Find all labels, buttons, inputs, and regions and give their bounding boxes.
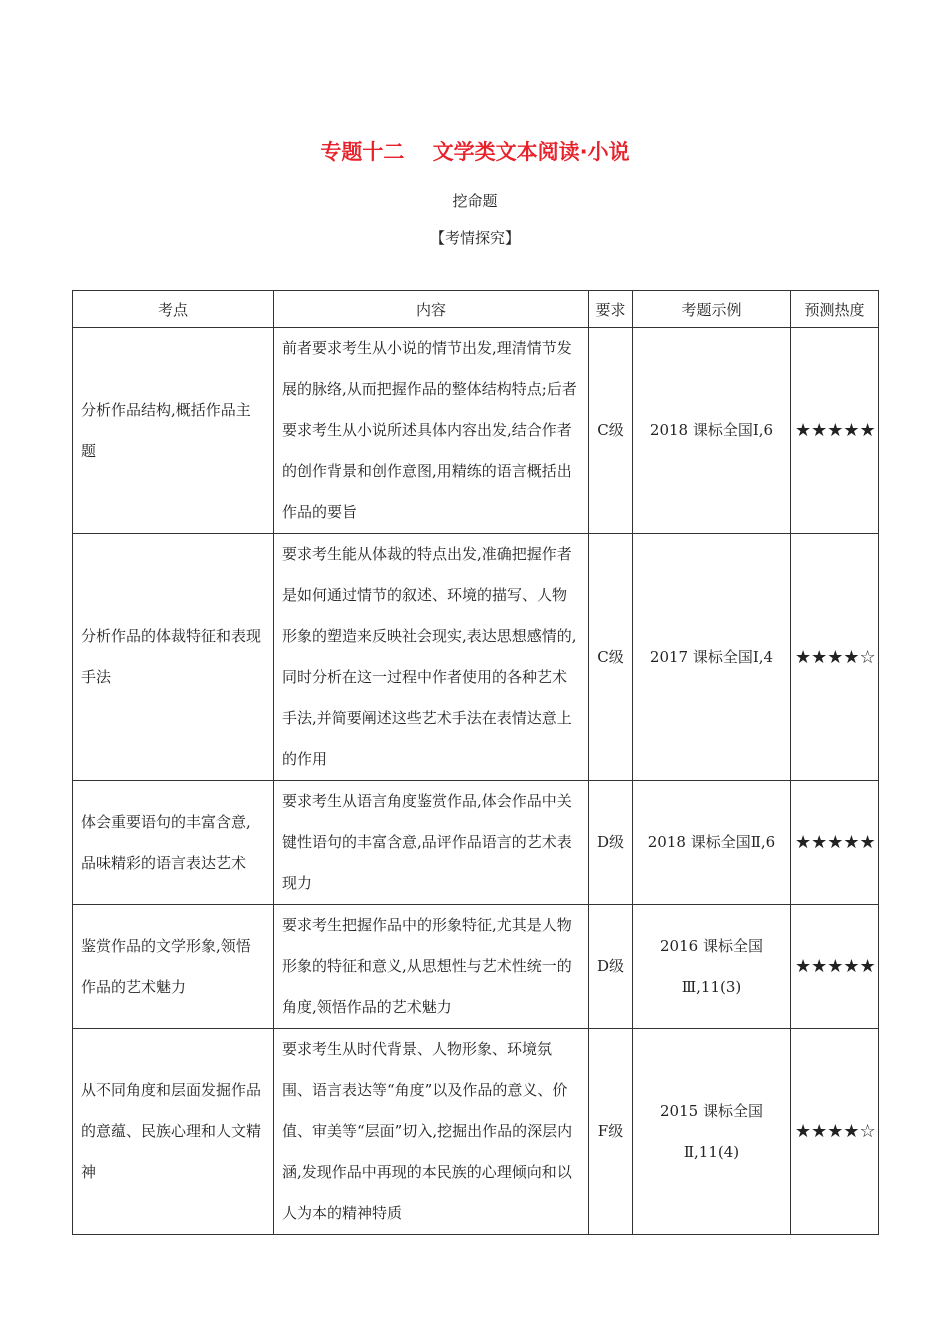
cell-example: 2018 课标全国Ⅰ,6 — [633, 328, 791, 534]
cell-content: 前者要求考生从小说的情节出发,理清情节发展的脉络,从而把握作品的整体结构特点;后者要求考生从小说所述具体内容出发,结合作者的创作背景和创作意图,用精练的语言概括出作品的要旨 — [274, 328, 589, 534]
table-row — [73, 1029, 879, 1235]
cell-heat-rating: ★★★★★ — [791, 905, 879, 1029]
cell-heat-rating: ★★★★☆ — [791, 1029, 879, 1235]
cell-point: 分析作品结构,概括作品主题 — [73, 328, 274, 534]
header-heat: 预测热度 — [791, 291, 879, 328]
subtitle: 挖命题 — [452, 192, 498, 210]
cell-example: 2018 课标全国Ⅱ,6 — [633, 781, 791, 905]
cell-heat-rating: ★★★★★ — [791, 781, 879, 905]
table-header-row — [73, 291, 879, 328]
header-point: 考点 — [73, 291, 274, 328]
page-title: 专题十二 文学类文本阅读·小说 — [320, 140, 630, 164]
table-row — [73, 905, 879, 1029]
cell-example: 2015 课标全国Ⅱ,11(4) — [633, 1029, 791, 1235]
cell-level: D级 — [589, 781, 633, 905]
cell-point: 体会重要语句的丰富含意,品味精彩的语言表达艺术 — [73, 781, 274, 905]
exam-analysis-table — [72, 290, 879, 1235]
cell-point: 鉴赏作品的文学形象,领悟作品的艺术魅力 — [73, 905, 274, 1029]
section-heading: 【考情探究】 — [429, 229, 520, 247]
cell-content: 要求考生把握作品中的形象特征,尤其是人物形象的特征和意义,从思想性与艺术性统一的角度,领悟作品的艺术魅力 — [274, 905, 589, 1029]
cell-example: 2016 课标全国Ⅲ,11(3) — [633, 905, 791, 1029]
cell-example: 2017 课标全国Ⅰ,4 — [633, 534, 791, 781]
cell-level: F级 — [589, 1029, 633, 1235]
table-row — [73, 534, 879, 781]
cell-point: 从不同角度和层面发掘作品的意蕴、民族心理和人文精神 — [73, 1029, 274, 1235]
cell-level: C级 — [589, 328, 633, 534]
cell-point: 分析作品的体裁特征和表现手法 — [73, 534, 274, 781]
cell-heat-rating: ★★★★☆ — [791, 534, 879, 781]
cell-content: 要求考生能从体裁的特点出发,准确把握作者是如何通过情节的叙述、环境的描写、人物形象的塑造来反映社会现实,表达思想感情的,同时分析在这一过程中作者使用的各种艺术手法,并简要阐述这些艺术手法在表情达意上的作用 — [274, 534, 589, 781]
table-row — [73, 781, 879, 905]
table-row — [73, 328, 879, 534]
header-level: 要求 — [589, 291, 633, 328]
cell-content: 要求考生从语言角度鉴赏作品,体会作品中关键性语句的丰富含意,品评作品语言的艺术表现力 — [274, 781, 589, 905]
header-example: 考题示例 — [633, 291, 791, 328]
cell-heat-rating: ★★★★★ — [791, 328, 879, 534]
cell-content: 要求考生从时代背景、人物形象、环境氛围、语言表达等“角度”以及作品的意义、价值、审美等“层面”切入,挖掘出作品的深层内涵,发现作品中再现的本民族的心理倾向和以人为本的精神特质 — [274, 1029, 589, 1235]
cell-level: C级 — [589, 534, 633, 781]
header-content: 内容 — [274, 291, 589, 328]
cell-level: D级 — [589, 905, 633, 1029]
